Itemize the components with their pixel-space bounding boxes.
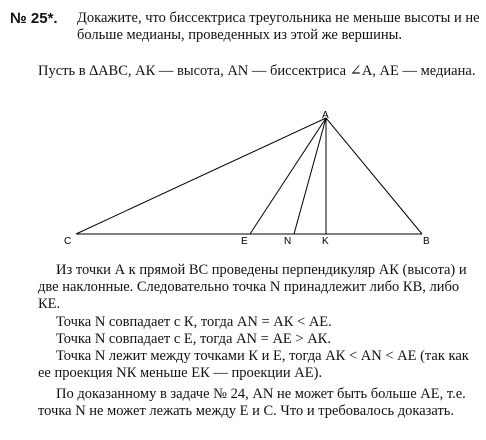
proof-paragraph-2: Точка N совпадает с К, тогда АN = АК < АЕ. [56, 314, 332, 330]
triangle-diagram [58, 110, 448, 250]
proof-paragraph-3: Точка N совпадает с Е, тогда АN = АЕ > АК. [56, 331, 331, 347]
setup-paragraph: Пусть в ∆АВС, АК — высота, АN — биссектриса ∠А, АЕ — медиана. [38, 63, 476, 79]
problem-number: № 25*. [10, 10, 58, 27]
proof-paragraph-4: Точка N лежит между точками К и Е, тогда АК < АN < АЕ (так как ее проекция NК меньше ЕК — проекции АЕ). [38, 348, 469, 381]
point-label-n: N [284, 236, 292, 247]
triangle-figure [58, 110, 448, 250]
bisector-an [294, 118, 326, 234]
vertex-label-c: C [64, 236, 72, 247]
proof-paragraph-5: По доказанному в задаче № 24, АN не может быть больше АЕ, т.е. точка N не может лежать между Е и С. Что и требовалось доказать. [38, 386, 466, 419]
vertex-label-a: A [322, 110, 329, 121]
side-ab [326, 118, 422, 234]
problem-statement: Докажите, что биссектриса треугольника не меньше высоты и не больше медианы, проведенных из этой же вершины. [77, 10, 480, 43]
vertex-label-b: B [423, 236, 430, 247]
point-label-e: E [241, 236, 248, 247]
proof-paragraph-1: Из точки А к прямой ВС проведены перпендикуляр АК (высота) и две наклонные. Следовательно точка N принадлежит либо КВ, либо КЕ. [38, 262, 467, 312]
point-label-k: K [322, 236, 329, 247]
